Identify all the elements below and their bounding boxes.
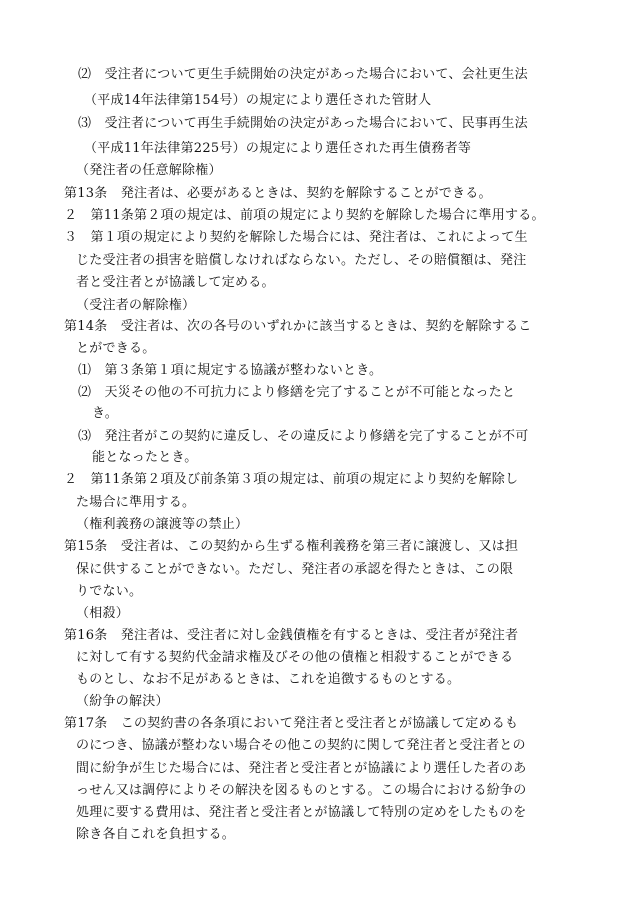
art14-item-1: ⑴ 第３条第１項に規定する協議が整わないとき。 xyxy=(78,363,383,378)
heading-art14: （受注者の解除権） xyxy=(76,298,196,313)
heading-art16: （相殺） xyxy=(76,606,130,621)
art13-p3-line-1: ３ 第１項の規定により契約を解除した場合には、発注者は、これによって生 xyxy=(64,230,528,245)
art16-text-line-3: ものとし、なお不足があるときは、これを追徴するものとする。 xyxy=(76,672,461,687)
art14-item-2-line-2: き。 xyxy=(92,406,118,421)
art16-text-line-2: に対して有する契約代金請求権及びその他の債権と相殺することができる xyxy=(76,650,514,665)
art14-item-2-line-1: ⑵ 天災その他の不可抗力により修繕を完了することが不可能となったと xyxy=(78,385,516,400)
art17-text-line-1: 第17条 この契約書の各条項において発注者と受注者とが協議して定めるも xyxy=(64,716,519,731)
art15-text-line-3: りでない。 xyxy=(76,584,143,599)
art14-p2-line-2: た場合に準用する。 xyxy=(76,495,196,510)
item-3-line-1: ⑶ 受注者について再生手続開始の決定があった場合において、民事再生法 xyxy=(78,116,528,131)
art13-p3-line-2: じた受注者の損害を賠償しなければならない。ただし、その賠償額は、発注 xyxy=(76,253,527,268)
art17-text-line-6: 除き各自これを負担する。 xyxy=(76,827,236,842)
art14-item-3-line-2: 能となったとき。 xyxy=(92,450,198,465)
art17-text-line-3: 間に紛争が生じた場合には、発注者と受注者とが協議により選任した者のあ xyxy=(76,761,527,776)
art17-text-line-4: っせん又は調停によりその解決を図るものとする。この場合における紛争の xyxy=(76,783,527,798)
art14-p2-line-1: ２ 第11条第２項及び前条第３項の規定は、前項の規定により契約を解除し xyxy=(64,472,519,487)
item-3-line-2: （平成11年法律第225号）の規定により選任された再生債務者等 xyxy=(84,141,472,156)
art13-p3-line-3: 者と受注者とが協議して定める。 xyxy=(76,275,275,290)
art13-p2: ２ 第11条第２項の規定は、前項の規定により契約を解除した場合に準用する。 xyxy=(64,208,545,223)
art14-text-line-1: 第14条 受注者は、次の各号のいずれかに該当するときは、契約を解除するこ xyxy=(64,319,532,334)
heading-art15: （権利義務の譲渡等の禁止） xyxy=(76,517,249,532)
art14-item-3-line-1: ⑶ 発注者がこの契約に違反し、その違反により修繕を完了することが不可 xyxy=(78,429,529,444)
item-2-line-2: （平成14年法律第154号）の規定により選任された管財人 xyxy=(84,93,432,108)
art15-text-line-1: 第15条 受注者は、この契約から生ずる権利義務を第三者に譲渡し、又は担 xyxy=(64,539,519,554)
art14-text-line-2: とができる。 xyxy=(76,341,156,356)
heading-art17: （紛争の解決） xyxy=(76,694,169,709)
art15-text-line-2: 保に供することができない。ただし、発注者の承認を得たときは、この限 xyxy=(76,562,514,577)
art17-text-line-2: のにつき、協議が整わない場合その他この契約に関して発注者と受注者との xyxy=(76,738,526,753)
art16-text-line-1: 第16条 発注者は、受注者に対し金銭債権を有するときは、受注者が発注者 xyxy=(64,628,519,643)
art17-text-line-5: 処理に要する費用は、発注者と受注者とが協議して特別の定めをしたものを xyxy=(76,805,527,820)
art13-text: 第13条 発注者は、必要があるときは、契約を解除することができる。 xyxy=(64,186,492,201)
heading-art13: （発注者の任意解除権） xyxy=(76,163,222,178)
item-2-line-1: ⑵ 受注者について更生手続開始の決定があった場合において、会社更生法 xyxy=(78,67,528,82)
